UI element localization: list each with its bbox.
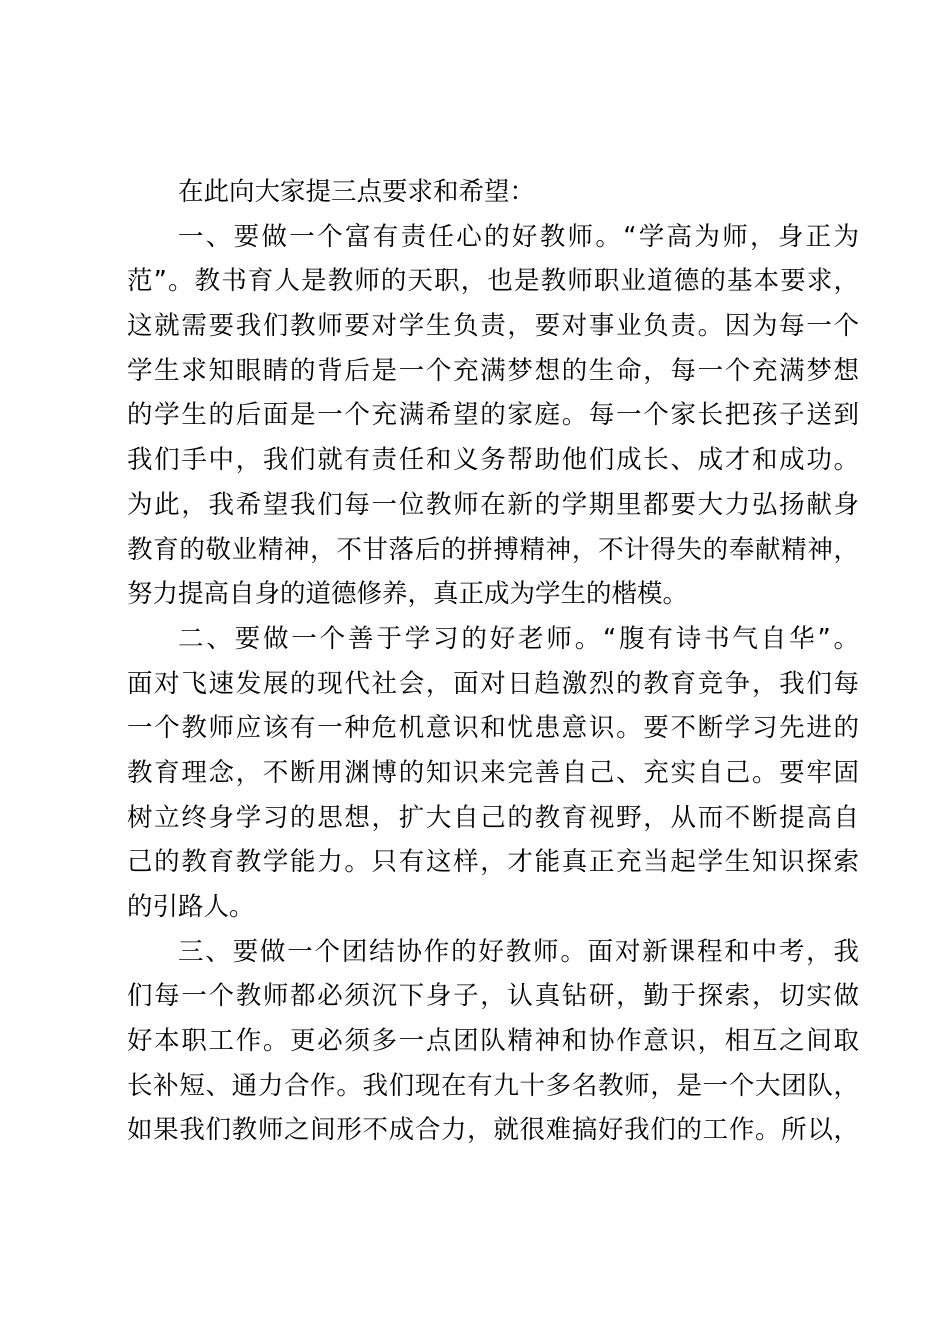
text-line: 范”。教书育人是教师的天职，也是教师职业道德的基本要求， (127, 266, 859, 297)
text-line: 为此，我希望我们每一位教师在新的学期里都要大力弘扬献身 (127, 489, 859, 520)
requirement-three-paragraph (127, 930, 859, 1153)
text-line: 我们手中，我们就有责任和义务帮助他们成长、成才和成功。 (127, 445, 859, 476)
text-line: 面对飞速发展的现代社会，面对日趋激烈的教育竞争，我们每 (127, 668, 859, 699)
body-text (127, 170, 859, 1153)
text-line: 如果我们教师之间形不成合力，就很难搞好我们的工作。所以， (127, 1115, 859, 1146)
requirement-one-paragraph (127, 215, 859, 617)
text-line: 一、要做一个富有责任心的好教师。“学高为师，身正为 (178, 221, 859, 252)
text-line: 树立终身学习的思想，扩大自己的教育视野，从而不断提高自 (127, 802, 859, 833)
requirement-two-paragraph (127, 617, 859, 930)
text-line: 己的教育教学能力。只有这样，才能真正充当起学生知识探索 (127, 847, 859, 878)
text-line: 教育理念，不断用渊博的知识来完善自己、充实自己。要牢固 (127, 757, 859, 788)
text-line: 好本职工作。更必须多一点团队精神和协作意识，相互之间取 (127, 1026, 859, 1057)
text-line: 的引路人。 (127, 892, 255, 922)
intro-paragraph (127, 170, 859, 215)
text-line: 学生求知眼睛的背后是一个充满梦想的生命，每一个充满梦想 (127, 355, 859, 386)
text-line: 二、要做一个善于学习的好老师。“腹有诗书气自华”。 (178, 623, 859, 654)
text-line: 一个教师应该有一种危机意识和忧患意识。要不断学习先进的 (127, 713, 859, 744)
text-line: 在此向大家提三点要求和希望： (178, 177, 536, 207)
text-line: 三、要做一个团结协作的好教师。面对新课程和中考，我 (178, 936, 859, 967)
text-line: 们每一个教师都必须沉下身子，认真钻研，勤于探索，切实做 (127, 981, 859, 1012)
text-line: 长补短、通力合作。我们现在有九十多名教师，是一个大团队， (127, 1070, 859, 1101)
text-line: 努力提高自身的道德修养，真正成为学生的楷模。 (127, 579, 689, 610)
text-line: 的学生的后面是一个充满希望的家庭。每一个家长把孩子送到 (127, 400, 859, 431)
text-line: 这就需要我们教师要对学生负责，要对事业负责。因为每一个 (127, 311, 859, 342)
text-line: 教育的敬业精神，不甘落后的拼搏精神，不计得失的奉献精神， (127, 534, 859, 565)
